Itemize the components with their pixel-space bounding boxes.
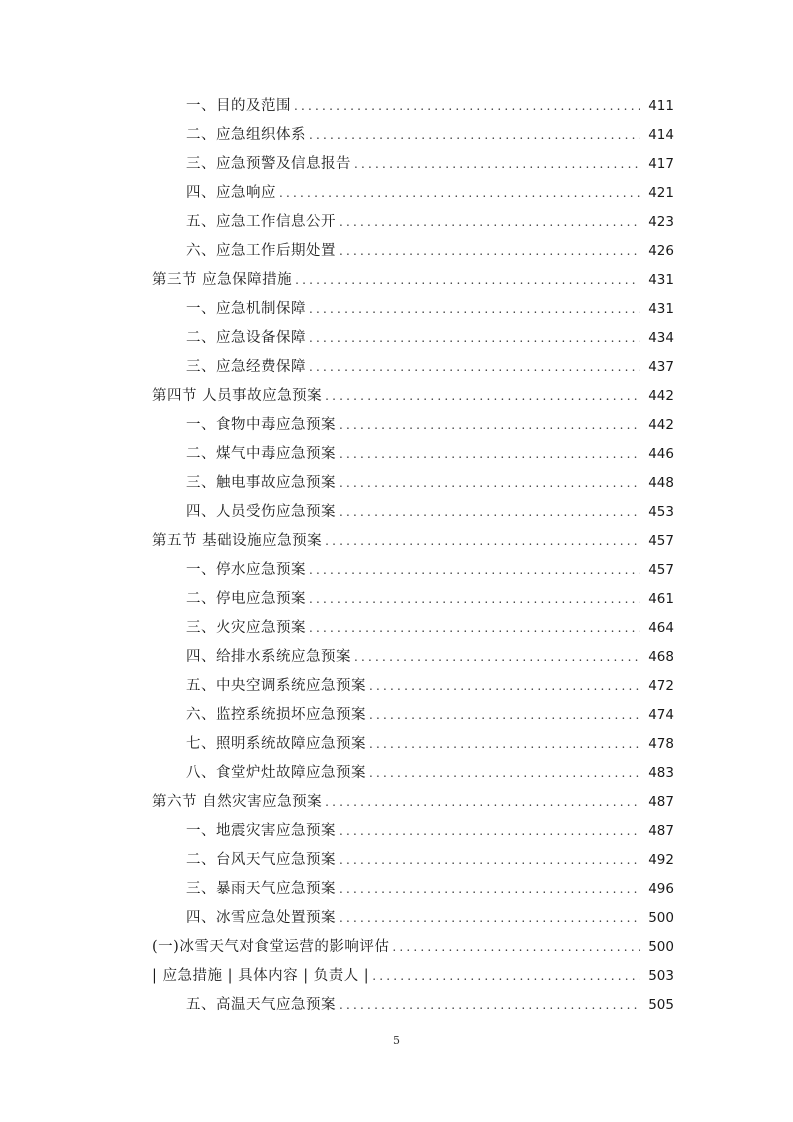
toc-entry-page-number: 446 (648, 446, 674, 462)
toc-entry-title: 一、地震灾害应急预案 (186, 823, 336, 839)
toc-dot-leader (339, 237, 640, 266)
toc-entry-title: 四、人员受伤应急预案 (186, 504, 336, 520)
toc-entry-title: 三、应急预警及信息报告 (186, 156, 351, 172)
toc-entry-page-number: 442 (648, 388, 674, 404)
toc-entry[interactable] (0, 295, 793, 324)
toc-dot-leader (339, 875, 640, 904)
toc-entry[interactable] (0, 469, 793, 498)
toc-entry[interactable] (0, 846, 793, 875)
toc-dot-leader (354, 643, 640, 672)
toc-dot-leader (295, 266, 640, 295)
toc-section-entry[interactable] (0, 962, 793, 991)
toc-dot-leader (309, 121, 640, 150)
toc-dot-leader (325, 788, 640, 817)
toc-entry-title: 第三节 应急保障措施 (152, 272, 293, 288)
toc-dot-leader (339, 904, 640, 933)
toc-entry[interactable] (0, 875, 793, 904)
toc-dot-leader (339, 498, 640, 527)
toc-entry[interactable] (0, 817, 793, 846)
toc-dot-leader (325, 382, 640, 411)
toc-dot-leader (339, 991, 640, 1020)
toc-entry-page-number: 457 (648, 533, 674, 549)
toc-entry-title: 四、冰雪应急处置预案 (186, 910, 336, 926)
toc-entry-title: 三、触电事故应急预案 (186, 475, 336, 491)
toc-dot-leader (309, 556, 640, 585)
toc-entry-page-number: 503 (648, 968, 674, 984)
toc-entry[interactable] (0, 585, 793, 614)
toc-entry[interactable] (0, 904, 793, 933)
toc-entry[interactable] (0, 672, 793, 701)
toc-dot-leader (369, 759, 640, 788)
toc-entry-title: 二、煤气中毒应急预案 (186, 446, 336, 462)
toc-entry-page-number: 421 (648, 185, 674, 201)
toc-entry-title: 三、火灾应急预案 (186, 620, 306, 636)
toc-section-entry[interactable] (0, 266, 793, 295)
toc-dot-leader (339, 469, 640, 498)
toc-dot-leader (369, 730, 640, 759)
toc-entry-page-number: 464 (648, 620, 674, 636)
toc-entry[interactable] (0, 121, 793, 150)
toc-entry-title: 二、应急设备保障 (186, 330, 306, 346)
toc-entry-title: 六、应急工作后期处置 (186, 243, 336, 259)
toc-dot-leader (354, 150, 640, 179)
toc-dot-leader (339, 440, 640, 469)
toc-entry-page-number: 426 (648, 243, 674, 259)
toc-entry[interactable] (0, 556, 793, 585)
toc-entry-page-number: 492 (648, 852, 674, 868)
toc-entry-title: 四、应急响应 (186, 185, 276, 201)
toc-entry-page-number: 505 (648, 997, 674, 1013)
toc-entry[interactable] (0, 179, 793, 208)
toc-entry-page-number: 431 (648, 272, 674, 288)
toc-entry-title: | 应急措施 | 具体内容 | 负责人 | (152, 968, 370, 984)
toc-entry-page-number: 448 (648, 475, 674, 491)
toc-entry[interactable] (0, 411, 793, 440)
toc-dot-leader (309, 353, 640, 382)
page-number: 5 (393, 1034, 400, 1047)
toc-entry-title: (一)冰雪天气对食堂运营的影响评估 (152, 939, 390, 955)
toc-dot-leader (339, 846, 640, 875)
toc-entry[interactable] (0, 643, 793, 672)
toc-entry-page-number: 461 (648, 591, 674, 607)
toc-entry[interactable] (0, 498, 793, 527)
toc-section-entry[interactable] (0, 382, 793, 411)
toc-entry-page-number: 496 (648, 881, 674, 897)
toc-dot-leader (325, 527, 640, 556)
toc-entry-title: 二、停电应急预案 (186, 591, 306, 607)
toc-entry-page-number: 414 (648, 127, 674, 143)
toc-entry-title: 五、高温天气应急预案 (186, 997, 336, 1013)
toc-entry-page-number: 487 (648, 794, 674, 810)
toc-entry[interactable] (0, 324, 793, 353)
toc-entry-page-number: 457 (648, 562, 674, 578)
toc-entry-title: 第六节 自然灾害应急预案 (152, 794, 323, 810)
toc-entry[interactable] (0, 440, 793, 469)
toc-dot-leader (339, 817, 640, 846)
toc-entry-title: 第五节 基础设施应急预案 (152, 533, 323, 549)
toc-dot-leader (369, 701, 640, 730)
toc-entry-page-number: 474 (648, 707, 674, 723)
toc-dot-leader (309, 324, 640, 353)
toc-entry-title: 二、台风天气应急预案 (186, 852, 336, 868)
toc-section-entry[interactable] (0, 788, 793, 817)
toc-dot-leader (279, 179, 640, 208)
toc-dot-leader (339, 411, 640, 440)
toc-entry[interactable] (0, 353, 793, 382)
toc-dot-leader (339, 208, 640, 237)
toc-entry-title: 一、停水应急预案 (186, 562, 306, 578)
toc-entry[interactable] (0, 614, 793, 643)
toc-entry-page-number: 417 (648, 156, 674, 172)
toc-entry-title: 五、中央空调系统应急预案 (186, 678, 366, 694)
toc-entry-title: 三、应急经费保障 (186, 359, 306, 375)
toc-entry-title: 一、食物中毒应急预案 (186, 417, 336, 433)
toc-entry[interactable] (0, 759, 793, 788)
toc-section-entry[interactable] (0, 527, 793, 556)
toc-dot-leader (294, 92, 640, 121)
toc-dot-leader (309, 614, 640, 643)
toc-entry-title: 五、应急工作信息公开 (186, 214, 336, 230)
toc-dot-leader (309, 585, 640, 614)
toc-dot-leader (369, 672, 640, 701)
toc-entry-page-number: 423 (648, 214, 674, 230)
toc-entry-page-number: 437 (648, 359, 674, 375)
toc-entry-page-number: 472 (648, 678, 674, 694)
toc-section-entry[interactable] (0, 933, 793, 962)
toc-entry-title: 一、应急机制保障 (186, 301, 306, 317)
toc-dot-leader (392, 933, 640, 962)
toc-entry-title: 六、监控系统损坏应急预案 (186, 707, 366, 723)
toc-entry-page-number: 478 (648, 736, 674, 752)
toc-entry-page-number: 411 (648, 98, 674, 114)
toc-entry[interactable] (0, 150, 793, 179)
toc-entry-page-number: 434 (648, 330, 674, 346)
toc-dot-leader (372, 962, 640, 991)
toc-entry-title: 三、暴雨天气应急预案 (186, 881, 336, 897)
toc-dot-leader (309, 295, 640, 324)
toc-entry[interactable] (0, 92, 793, 121)
toc-entry-page-number: 500 (648, 910, 674, 926)
toc-entry-title: 一、目的及范围 (186, 98, 291, 114)
toc-entry-page-number: 487 (648, 823, 674, 839)
toc-entry-title: 八、食堂炉灶故障应急预案 (186, 765, 366, 781)
toc-entry-title: 四、给排水系统应急预案 (186, 649, 351, 665)
toc-entry-page-number: 468 (648, 649, 674, 665)
toc-entry-title: 七、照明系统故障应急预案 (186, 736, 366, 752)
toc-entry-page-number: 442 (648, 417, 674, 433)
toc-entry-page-number: 483 (648, 765, 674, 781)
table-of-contents (0, 92, 793, 1020)
toc-entry[interactable] (0, 237, 793, 266)
toc-entry[interactable] (0, 991, 793, 1020)
toc-entry[interactable] (0, 701, 793, 730)
toc-entry-title: 二、应急组织体系 (186, 127, 306, 143)
toc-entry-page-number: 500 (648, 939, 674, 955)
toc-entry[interactable] (0, 208, 793, 237)
toc-entry[interactable] (0, 730, 793, 759)
toc-entry-page-number: 453 (648, 504, 674, 520)
toc-entry-page-number: 431 (648, 301, 674, 317)
toc-entry-title: 第四节 人员事故应急预案 (152, 388, 323, 404)
